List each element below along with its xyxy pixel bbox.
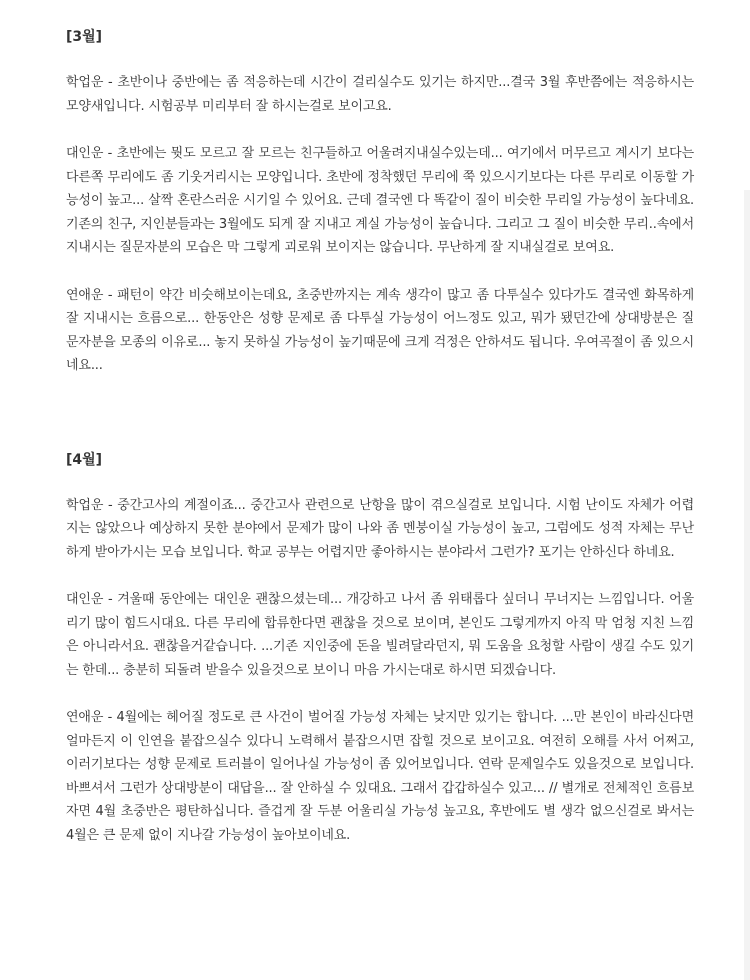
section-title: [4월] (66, 451, 103, 468)
section-title: [3월] (66, 29, 103, 45)
paragraph-romance: 연애운 - 패턴이 약간 비슷해보이는데요, 초중반까지는 계속 생각이 많고 좀 다투실수 있다가도 결국엔 화목하게 잘 지내시는 흐름으로... 한동안은 성향 문제로 좀 다투실 가능성이 어느정도 있고, 뭐가 됐던간에 상대방분은 질문자분을 모종의 이유로... 놓지 못하실 가능성이 높기때문에 크게 걱정은 안하셔도 됩니다. 우여곡절이 좀 있으시네요... (66, 287, 694, 373)
section-april (66, 449, 694, 848)
paragraph-relationships: 대인운 - 초반에는 뭣도 모르고 잘 모르는 친구들하고 어울려지내실수있는데... 여기에서 머무르고 계시기 보다는 다른쪽 무리에도 좀 기웃거리시는 모양입니다. 초반에 정착했던 무리에 쭉 있으시기보다는 다른 무리로 이동할 가능성이 높고... 살짝 혼란스러운 시기일 수 있어요. 근데 결국엔 다 똑같이 질이 비슷한 무리일 가능성이 높다네요. 기존의 친구, 지인분들과는 3월에도 되게 잘 지내고 계실 가능성이 높습니다. 그리고 그 질이 비슷한 무리..속에서 지내시는 질문자분의 모습은 막 그렇게 괴로워 보이지는 않습니다. 무난하게 잘 지내실걸로 보여요. (66, 146, 694, 255)
paragraph-academic: 학업운 - 초반이나 중반에는 좀 적응하는데 시간이 걸리실수도 있기는 하지만...결국 3월 후반쯤에는 적응하시는 모양새입니다. 시험공부 미리부터 잘 하시는걸로 보이고요. (66, 75, 694, 114)
paragraph-relationships: 대인운 - 겨울때 동안에는 대인운 괜찮으셨는데... 개강하고 나서 좀 위태롭다 싶더니 무너지는 느낌입니다. 어울리기 많이 힘드시대요. 다른 무리에 합류한다면 괜찮을 것으로 보이며, 본인도 그렇게까지 아직 막 엄청 지친 느낌은 아니라서요. 괜찮을거같습니다. ...기존 지인중에 돈을 빌려달라던지, 뭐 도움을 요청할 사람이 생길 수도 있기는 한데... 충분히 되돌려 받을수 있을것으로 보이니 마음 가시는대로 하시면 되겠습니다. (66, 592, 694, 678)
reading-content (66, 26, 694, 847)
paragraph-academic: 학업운 - 중간고사의 계절이죠... 중간고사 관련으로 난항을 많이 겪으실걸로 보입니다. 시험 난이도 자체가 어렵지는 않았으나 예상하지 못한 분야에서 문제가 많이 나와 좀 멘붕이실 가능성이 높고, 그럼에도 성적 자체는 무난하게 받아가시는 모습 보입니다. 학교 공부는 어렵지만 좋아하시는 분야라서 그런가? 포기는 안하신다 하네요. (66, 497, 695, 560)
paragraph-romance: 연애운 - 4월에는 헤어질 정도로 큰 사건이 벌어질 가능성 자체는 낮지만 있기는 합니다. ...만 본인이 바라신다면 얼마든지 이 인연을 붙잡으실수 있다니 노력해서 붙잡으시면 잡힐 것으로 보이고요. 여전히 오해를 사서 어쩌고, 이러기보다는 성향 문제로 트러블이 일어나실 가능성이 좀 있어보입니다. 연락 문제일수도 있을것으로 보입니다. 바쁘셔서 그런가 상대방분이 대답을... 잘 안하실 수 있대요. 그래서 갑갑하실수 있고... // 별개로 전체적인 흐름보자면 4월 초중반은 평탄하십니다. 즐겁게 잘 두분 어울리실 가능성 높고요, 후반에도 별 생각 없으신걸로 봐서는 4월은 큰 문제 없이 지나갈 가능성이 높아보이네요. (66, 710, 694, 843)
scrollbar-track[interactable] (744, 190, 750, 980)
section-march (66, 26, 694, 378)
